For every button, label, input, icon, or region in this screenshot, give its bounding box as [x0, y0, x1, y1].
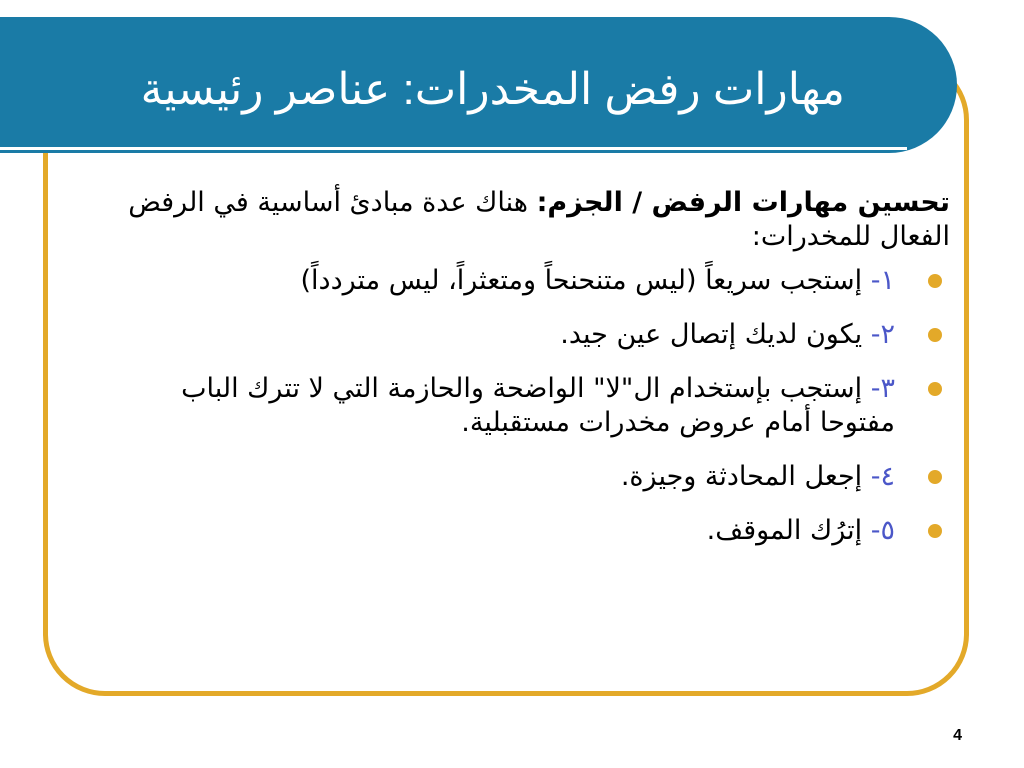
list-item: [108, 372, 950, 440]
list-item: [108, 460, 950, 494]
item-text: إجعل المحادثة وجيزة.: [620, 461, 871, 492]
item-number: ٤-: [870, 461, 895, 492]
list-item: [108, 264, 950, 298]
intro-text: هناك عدة مبادئ أساسية في الرفض الفعال للمخدرات:: [128, 187, 950, 252]
slide-content: [108, 186, 950, 568]
item-text: إستجب سريعاً (ليس متنحنحاً ومتعثراً، ليس متردداً): [300, 265, 871, 296]
item-text: إستجب بإستخدام ال"لا" الواضحة والحازمة التي لا تترك الباب مفتوحا أمام عروض مخدرات مستقبلية.: [181, 373, 895, 438]
item-number: ٥-: [870, 515, 895, 546]
slide-title: مهارات رفض المخدرات: عناصر رئيسية: [140, 65, 845, 114]
bullet-icon: [928, 470, 942, 484]
item-number: ١-: [870, 265, 895, 296]
bullet-icon: [928, 274, 942, 288]
item-text: إترُك الموقف.: [706, 515, 871, 546]
item-number: ٢-: [870, 319, 895, 350]
bullet-icon: [928, 524, 942, 538]
bullet-icon: [928, 328, 942, 342]
intro-paragraph: [108, 186, 950, 254]
bullet-icon: [928, 382, 942, 396]
intro-heading: تحسين مهارات الرفض / الجزم:: [536, 187, 950, 218]
page-number: 4: [953, 727, 962, 744]
list-item: [108, 514, 950, 548]
title-bar: [0, 17, 957, 153]
item-text: يكون لديك إتصال عين جيد.: [560, 319, 871, 350]
title-underline: [0, 147, 907, 150]
item-number: ٣-: [870, 373, 895, 404]
list-item: [108, 318, 950, 352]
